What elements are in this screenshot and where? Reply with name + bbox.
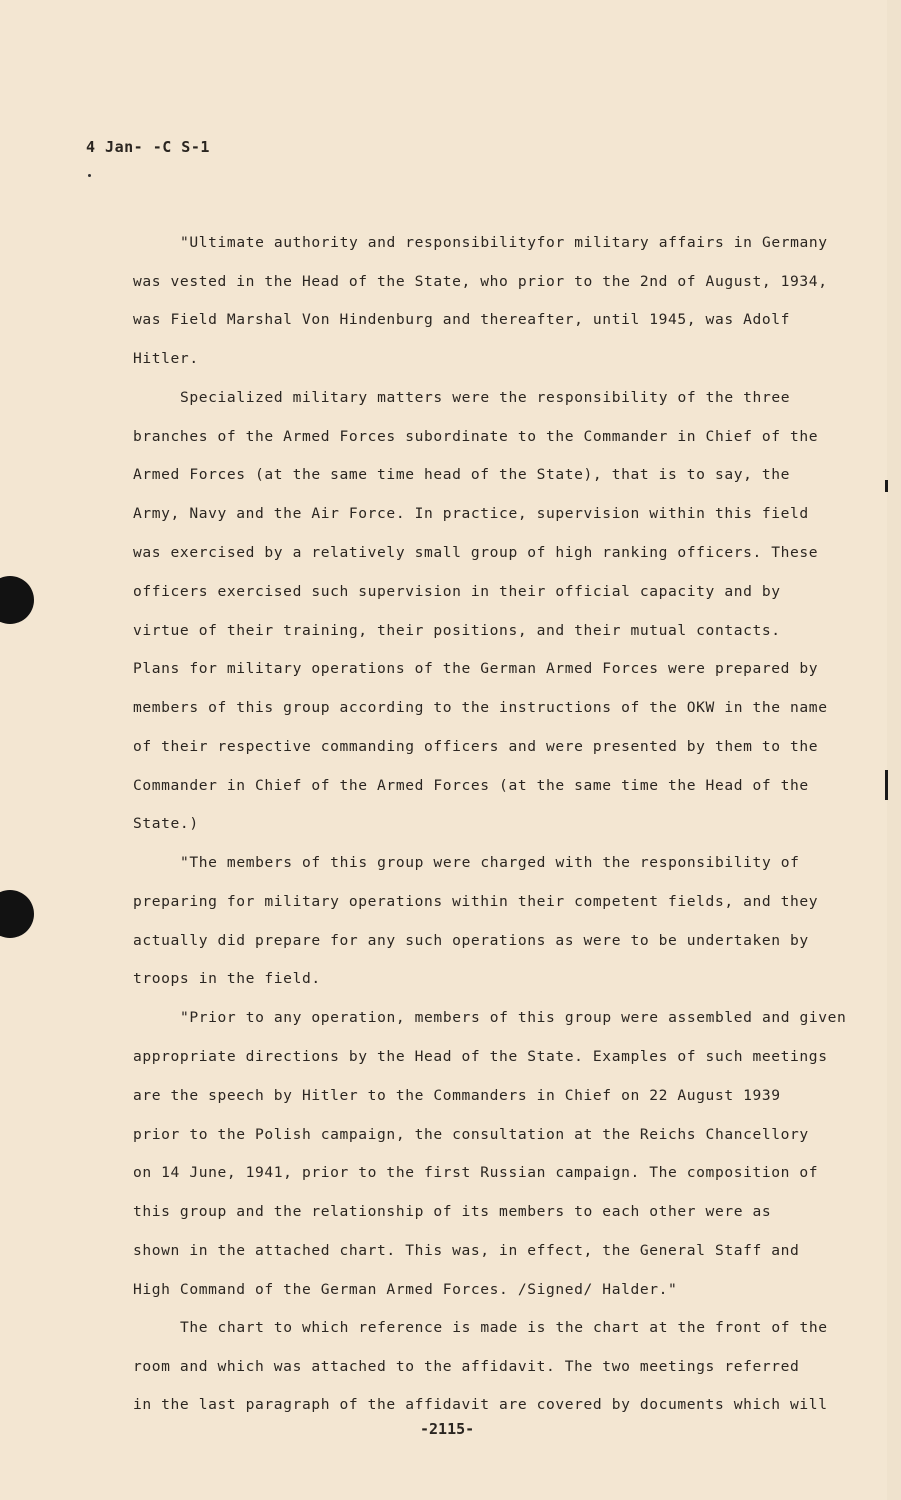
text-line: troops in the field. — [133, 970, 321, 987]
text-line: was Field Marshal Von Hindenburg and thereafter, until 1945, was Adolf — [133, 311, 791, 328]
text-line: High Command of the German Armed Forces. /Signed/ Halder." — [133, 1281, 678, 1298]
page-edge — [887, 0, 901, 1500]
text-line: Hitler. — [133, 350, 199, 367]
text-line: room and which was attached to the affidavit. The two meetings referred — [133, 1358, 800, 1375]
text-line: was vested in the Head of the State, who prior to the 2nd of August, 1934, — [133, 273, 828, 290]
ink-mark — [88, 174, 91, 177]
text-line: Armed Forces (at the same time head of the State), that is to say, the — [133, 466, 791, 483]
edge-mark — [885, 480, 888, 492]
text-line: Commander in Chief of the Armed Forces (at the same time the Head of the — [133, 777, 809, 794]
text-line: Plans for military operations of the German Armed Forces were prepared by — [133, 660, 819, 677]
text-line: of their respective commanding officers and were presented by them to the — [133, 738, 819, 755]
text-line: preparing for military operations within their competent fields, and they — [133, 893, 819, 910]
punch-hole-bottom — [0, 890, 34, 938]
text-line: officers exercised such supervision in their official capacity and by — [133, 583, 781, 600]
page-header-reference: 4 Jan- -C S-1 — [86, 138, 210, 156]
text-line: virtue of their training, their positions, and their mutual contacts. — [133, 622, 781, 639]
page-number: -2115- — [420, 1420, 475, 1438]
text-line: are the speech by Hitler to the Commanders in Chief on 22 August 1939 — [133, 1087, 781, 1104]
text-line: "Ultimate authority and responsibilityfor military affairs in Germany — [180, 234, 828, 251]
text-line: State.) — [133, 815, 199, 832]
text-line: shown in the attached chart. This was, in effect, the General Staff and — [133, 1242, 800, 1259]
text-line: was exercised by a relatively small group of high ranking officers. These — [133, 544, 819, 561]
text-line: appropriate directions by the Head of the State. Examples of such meetings — [133, 1048, 828, 1065]
punch-hole-top — [0, 576, 34, 624]
edge-mark — [885, 770, 888, 800]
text-line: in the last paragraph of the affidavit are covered by documents which will — [133, 1396, 828, 1413]
text-line: actually did prepare for any such operations as were to be undertaken by — [133, 932, 809, 949]
text-line: members of this group according to the instructions of the OKW in the name — [133, 699, 828, 716]
text-line: "Prior to any operation, members of this group were assembled and given — [180, 1009, 847, 1026]
text-line: The chart to which reference is made is the chart at the front of the — [180, 1319, 828, 1336]
text-line: Army, Navy and the Air Force. In practice, supervision within this field — [133, 505, 809, 522]
text-line: Specialized military matters were the responsibility of the three — [180, 389, 791, 406]
text-line: "The members of this group were charged with the responsibility of — [180, 854, 800, 871]
text-line: this group and the relationship of its members to each other were as — [133, 1203, 772, 1220]
text-line: prior to the Polish campaign, the consultation at the Reichs Chancellory — [133, 1126, 809, 1143]
text-line: branches of the Armed Forces subordinate to the Commander in Chief of the — [133, 428, 819, 445]
text-line: on 14 June, 1941, prior to the first Russian campaign. The composition of — [133, 1164, 819, 1181]
